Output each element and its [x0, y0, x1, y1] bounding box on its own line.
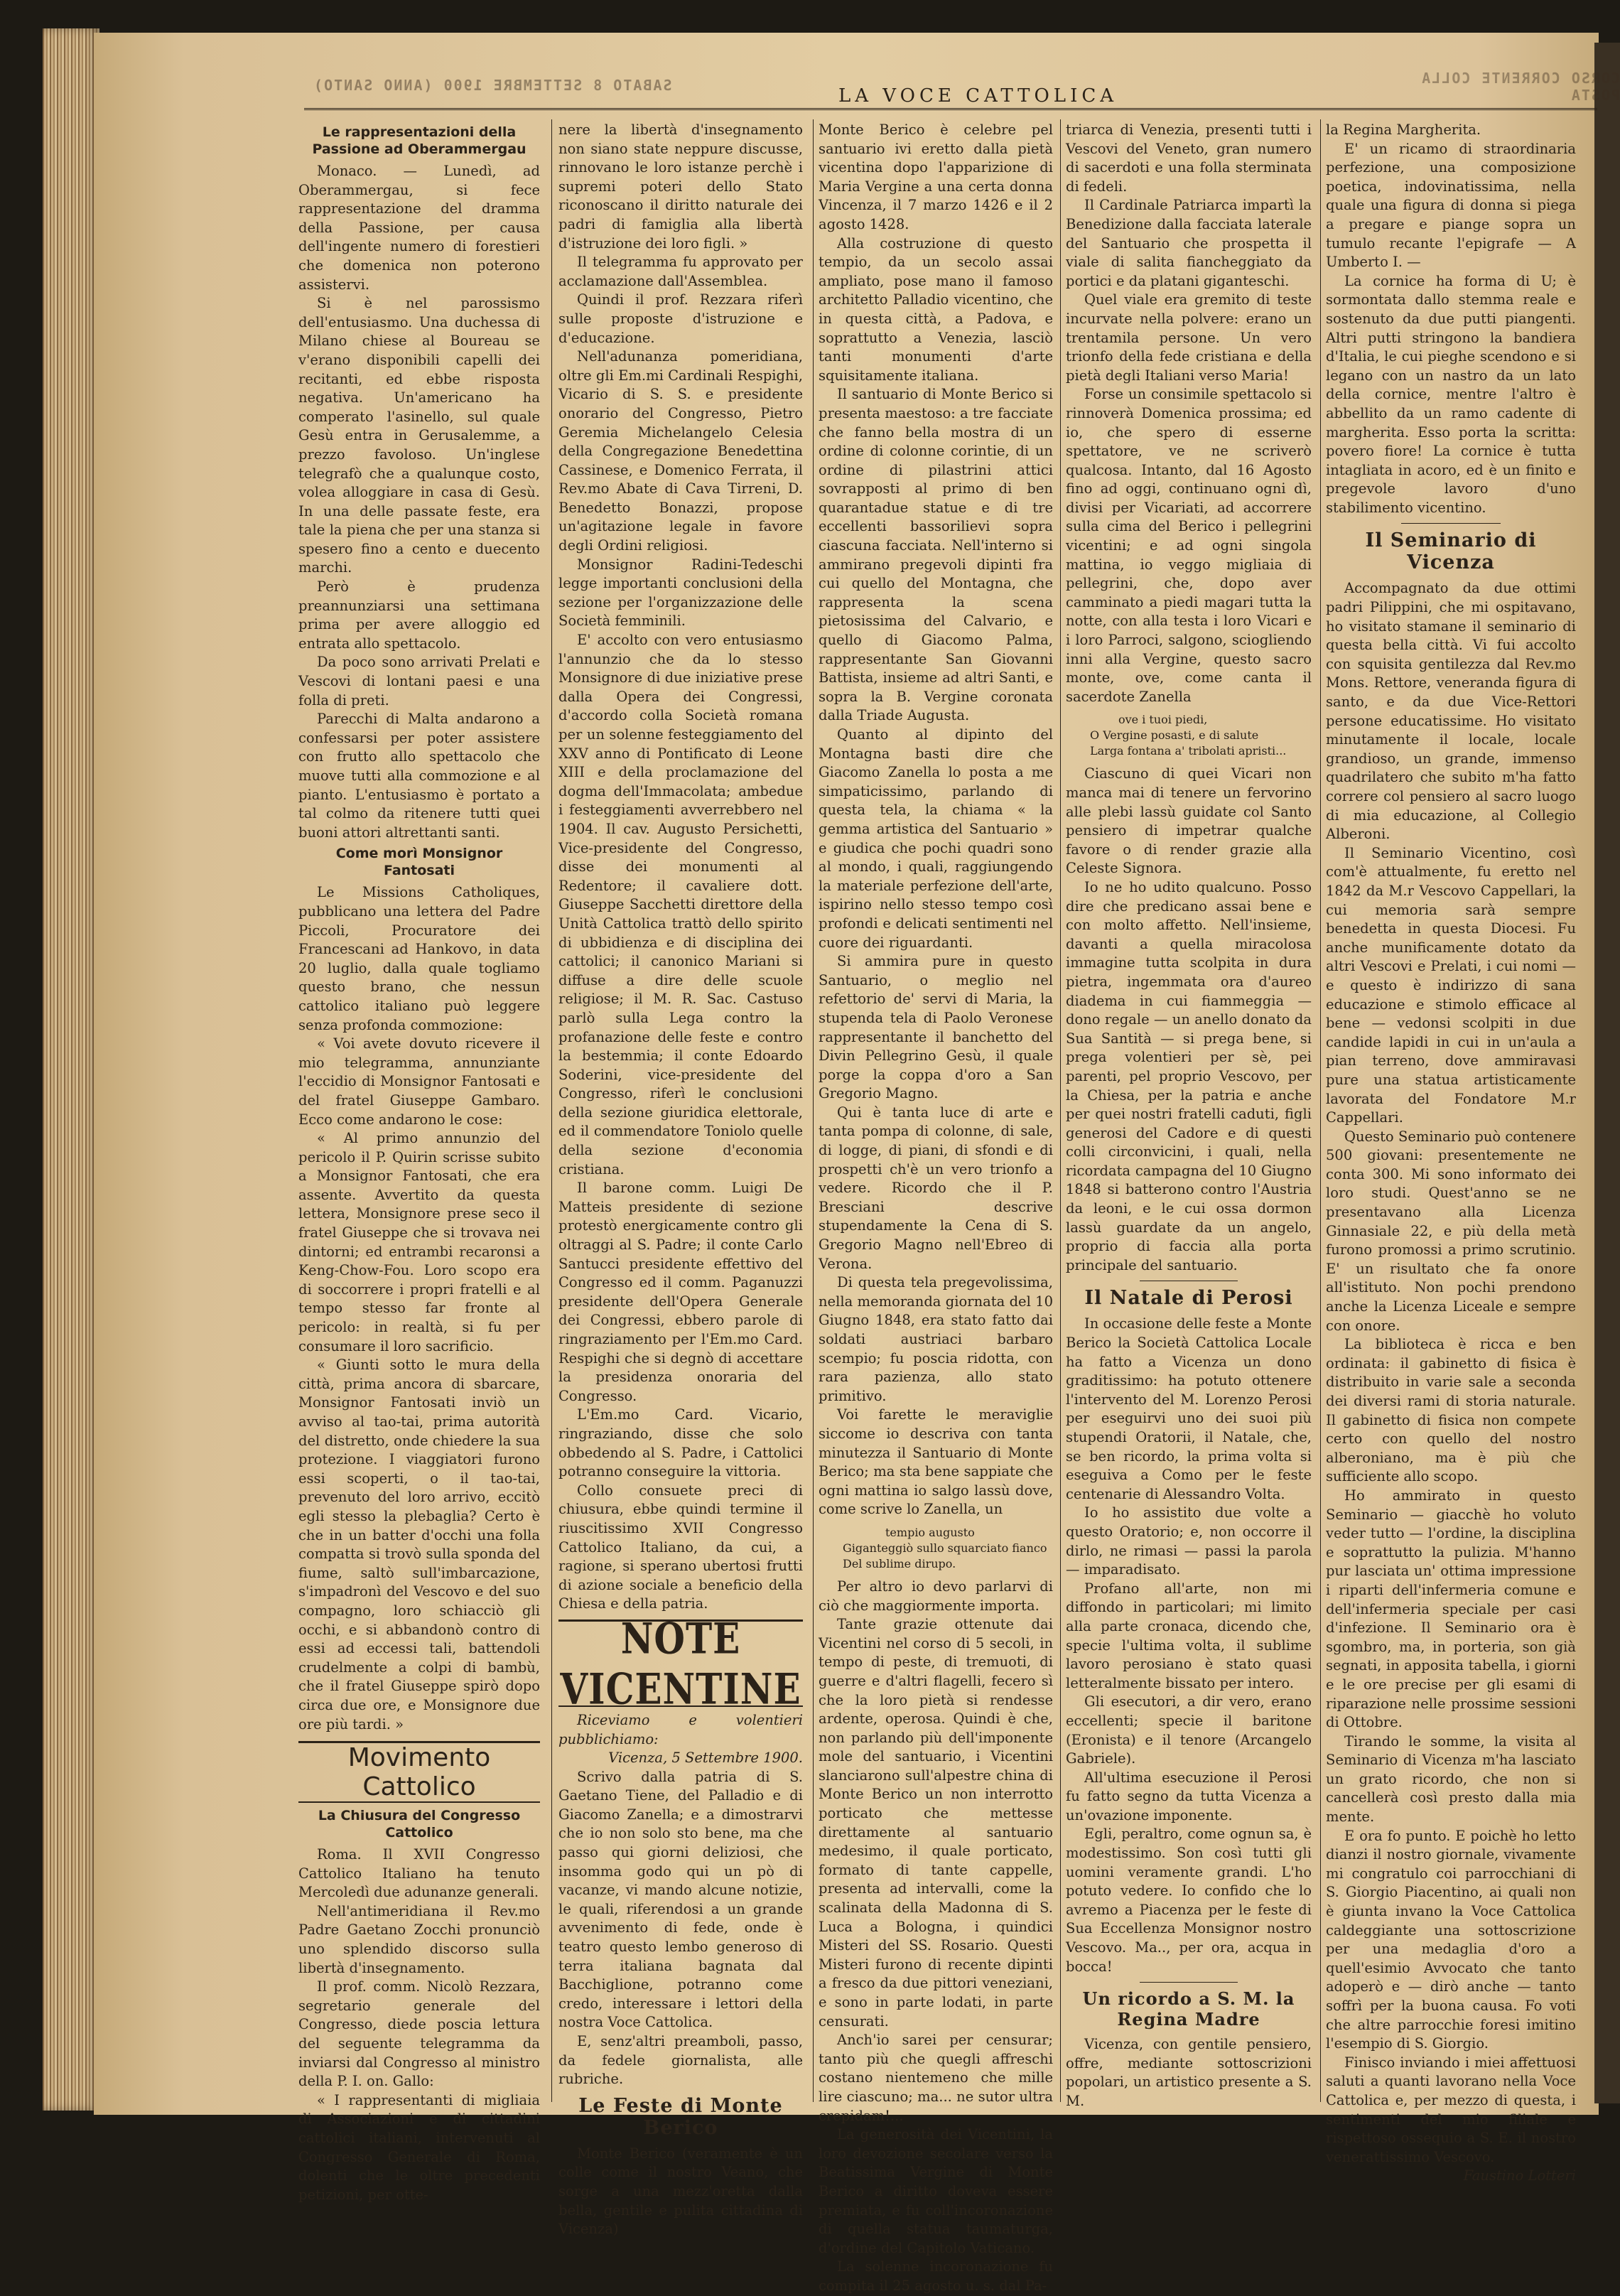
paragraph: Io ne ho udito qualcuno. Posso dire che predicano assai bene e con molto affetto. Nell'insieme, davanti a quella miracolosa immagine tutta scolpita in dura pietra, ingemmata ora d'aureo diadema in cui fiammeggia — dono regale — un anello donato da Sua Santità — si prega bene, si prega volentieri per sè, pei parenti, pel proprio Vescovo, per la Chiesa, per la patria e anche per quei nostri fratelli caduti, figli generosi del Cadore e di questi colli circonvicini, i quali, nella ricordata campagna del 10 Giugno 1848 si batterono contro l'Austria da leoni, e le cui ossa dormon lassù guardate da un angelo, proprio di faccia alla porta principale del santuario. [1066, 878, 1312, 1273]
verse-line: ove i tuoi piedi, [1118, 713, 1208, 727]
verse-line: tempio augusto [885, 1525, 975, 1539]
paragraph: La solenne incoronazione fu compita il 25 agosto u. s. dal Pa- [819, 2258, 1053, 2294]
paragraph: Questo Seminario può contenere 500 giovani: presentemente ne conta 300. Mi sono informato dei loro studi. Quest'anno se ne presentavano alla Licenza Ginnasiale 22, e più della metà furono promossi a primo scrutinio. E' un risultato che fa onore all'istituto. Non pochi prendono anche la Licenza Liceale e sempre con onore. [1326, 1128, 1576, 1334]
paragraph: Alla costruzione di questo tempio, da un secolo assai ampliato, pose mano il famoso architetto Palladio vicentino, che in questa città, a Padova, e soprattutto a Venezia, lasciò tanti monumenti d'arte squisitamente italiana. [819, 235, 1053, 384]
author-signature: Faustino Lotteri [1463, 2167, 1576, 2184]
paragraph: La generosità dei Vicentini, la loro devozione secolare verso la Beatissima Vergine di Monte Berico a diritto doveva essere premiata, e fu coll'incoronazione di quella statua taumaturga, d'ordine del Capitolo Vaticano. [819, 2126, 1053, 2256]
paragraph: Collo consuete preci di chiusura, ebbe quindi termine il riuscitissimo XVII Congresso Cattolico Italiano, da cui, a ragione, si sperano ubertosi frutti di azione sociale a beneficio della Chiesa e della patria. [558, 1482, 803, 1612]
book-spine [43, 28, 99, 2111]
paragraph: Si è nel parossismo dell'entusiasmo. Una duchessa di Milano chiese al Boureau se v'erano disponibili capelli dei recitanti, ed ebbe risposta negativa. Un'americano ha comperato l'asinello, sul quale Gesù entra in Gerusalemme, a prezzo favoloso. Un'inglese telegrafò che a qualunque costo, volea alloggiare in casa di Gesù. In una delle passate feste, era tale la piena che per una stanza si spesero fino a cento e duecento marchi. [298, 295, 540, 576]
paragraph: Voi farette le meraviglie siccome io descriva con tanta minutezza il Santuario di Monte Berico; ma sta bene sappiate che ogni mattina io salgo lassù dove, come scrive lo Zanella, un [819, 1406, 1053, 1518]
paragraph: L'Em.mo Card. Vicario, ringraziando, disse che solo obbedendo al S. Padre, i Cattolici potranno conseguire la vittoria. [558, 1406, 803, 1480]
section-header-box [298, 1741, 540, 1803]
article-title-monte-berico: Le Feste di Monte Berico [578, 2094, 783, 2139]
article-title-seminario: Il Seminario di Vicenza [1365, 529, 1537, 574]
paragraph: Forse un consimile spettacolo si rinnoverà Domenica prossima; ed io, che spero di esserne spettatore, ve ne scriverò qualcosa. Intanto, dal 16 Agosto fino ad oggi, continuano ogni dì, divisi per Vicariati, ad accorrere sulla cima del Berico i pellegrini vicentini; e ad ogni singola mattina, io veggo migliaia di pellegrini, che, dopo aver camminato a piedi magari tutta la notte, con alla testa i loro Vicari e i loro Parroci, salgono, sciogliendo inni alla Vergine, questo sacro monte, ove, come canta il sacerdote Zanella [1066, 386, 1312, 705]
intro-line: Riceviamo e volentieri pubblichiamo: [558, 1711, 803, 1747]
verse-quote [819, 1525, 1053, 1572]
article-title-passione: Le rappresentazioni della Passione ad Oberammergau [312, 124, 526, 157]
paragraph: Finisco inviando i miei affettuosi saluti a quanti lavorano nella Voce Cattolica e, per mezzo di questa, i sentimenti del mio filiale e rispettoso ossequio a S. E. il nostro venerattissimo Vescovo. [1326, 2054, 1576, 2165]
paragraph: Io ho assistito due volte a questo Oratorio; e, non occorre il dirlo, ne rimasi — passi la parola — imparadisato. [1066, 1504, 1312, 1578]
paragraph: E, senz'altri preamboli, passo, da fedele giornalista, alle rubriche. [558, 2033, 803, 2088]
paragraph: Il Seminario Vicentino, così com'è attualmente, fu eretto nel 1842 da M.r Vescovo Cappellari, la cui memoria sarà sempre benedetta in questa Diocesi. Fu anche munificamente dotato da altri Vescovi e Prelati, i cui nomi — e questo è indirizzo di sana educazione e stimolo efficace al bene — vedonsi scolpiti in due candide lapidi in cui in un'aula a pian terreno, dove ammiravasi pure una statua artisticamente lavorata del Fondatore M.r Cappellari. [1326, 844, 1576, 1126]
paragraph: Tirando le somme, la visita al Seminario di Vicenza m'ha lasciato un grato ricordo, che non si cancellerà così presto dalla mia mente. [1326, 1732, 1576, 1826]
article-title-natale-perosi: Il Natale di Perosi [1084, 1287, 1293, 1310]
paragraph: « Voi avete dovuto ricevere il mio telegramma, annunziante l'eccidio di Monsignor Fantosati e del fratel Giuseppe Gambaro. Ecco come andarono le cose: [298, 1035, 540, 1128]
article-title-fantosati: Come morì Monsignor Fantosati [335, 846, 503, 879]
paragraph: Il santuario di Monte Berico si presenta maestoso: a tre facciate che fanno bella mostra di un ordine di colonne corintie, di un ordine di pilastrini attici sovrapposti al primo di ben quarantadue statue e di tre eccellenti bassorilievi sopra ciascuna facciata. Nell'interno si ammirano pregevoli dipinti fra cui quello del Montagna, che rappresenta la scena pietosissima del Calvario, e quello di Giacomo Palma, rappresentante San Giovanni Battista, insieme ad altri Santi, e sopra la B. Vergine coronata dalla Triade Augusta. [819, 386, 1053, 724]
section-header-box [558, 1613, 803, 1714]
paragraph: Monsignor Radini-Tedeschi legge importanti conclusioni della sezione per l'organizzazione delle Società femminili. [558, 556, 803, 630]
paragraph: « Giunti sotto le mura della città, prima ancora di sbarcare, Monsignor Fantosati inviò un avviso al tao-tai, prima autorità del distretto, onde chiedere la sua protezione. I viaggiatori furono essi scoperti, o il tao-tai, prevenuto del loro arrivo, eccitò egli stesso la plebaglia? Certo è che in un batter d'occhi una folla compatta si trovò sulla sponda del fiume, saltò sull'imbarcazione, s'impadronì del Vescovo e del suo compagno, loro schiacciò gli occhi, e si abbandonò contro di essi ad eccessi tali, battendoli crudelmente a colpi di bambù, che il fratel Giuseppe spirò dopo circa due ore, e Monsignore due ore più tardi. » [298, 1357, 540, 1732]
paragraph: Si ammira pure in questo Santuario, o meglio nel refettorio de' servi di Maria, la stupenda tela di Paolo Veronese rappresentante il banchetto del Divin Pellegrino Gesù, il quale porge la coppa d'oro a San Gregorio Magno. [819, 953, 1053, 1102]
paragraph: Le Missions Catholiques, pubblicano una lettera del Padre Piccoli, Procuratore dei Francescani ad Hankovo, in data 20 luglio, dalla quale togliamo questo brano, che nessun cattolico italiano può leggere senza profonda commozione: [298, 884, 540, 1033]
paragraph: Però è prudenza preannunziarsi una settimana prima per avere alloggio ed entrata allo spettacolo. [298, 578, 540, 652]
article-title-ricordo-regina: Un ricordo a S. M. la Regina Madre [1082, 1988, 1295, 2030]
paragraph: Ciascuno di quei Vicari non manca mai di tenere un fervorino alle plebi lassù guidate col Santo pensiero di impetrar qualche favore o di render grazie alla Celeste Signora. [1066, 765, 1312, 877]
paragraph: In occasione delle feste a Monte Berico la Società Cattolica Locale ha fatto a Vicenza un dono graditissimo: ha potuto ottenere l'intervento del M. Lorenzo Perosi per eseguirvi uno dei suoi più stupendi Oratorii, il Natale, che, se ben ricordo, la prima volta si eseguiva a Como per le feste centenarie di Alessandro Volta. [1066, 1315, 1312, 1502]
paragraph: All'ultima esecuzione il Perosi fu fatto segno da tutta Vicenza a un'ovazione imponente. [1066, 1769, 1312, 1823]
paragraph: Monte Berico (veramente è un colle come il nostro Veano, che sorge a una mezz'oretta dalla bella, gentile e pulita cittadina di Vicenza) [558, 2145, 803, 2238]
paragraph: Quel viale era gremito di teste incurvate nella polvere: erano un trentamila persone. Un vero trionfo della fede cristiana e della pietà degli Italiani verso Maria! [1066, 291, 1312, 384]
verse-line: Giganteggiò sullo squarciato fianco [843, 1541, 1047, 1555]
paragraph: la Regina Margherita. [1326, 122, 1481, 138]
column-2 [558, 121, 803, 2239]
column-rule-3 [1060, 119, 1061, 2102]
article-title-congresso: La Chiusura del Congresso Cattolico [318, 1808, 521, 1841]
paragraph: Anch'io sarei per censurar; tanto più che quegli affreschi costano nientemeno che mille lire ciascuno; ma... ne sutor ultra crepidam!... [819, 2032, 1053, 2124]
paragraph: Per altro io devo parlarvi di ciò che maggiormente importa. [819, 1578, 1053, 1614]
paragraph: Tante grazie ottenute dai Vicentini nel corso di 5 secoli, in tempo di peste, di tremuoti, di guerre e d'altri flagelli, fecero sì che la loro pietà si rendesse ardente, operosa. Quindi è che, non parlando più dell'imponente mole del santuario, i Vicentini slanciarono sull'alpestre china di Monte Berico un non interrotto porticato che mettesse direttamente al santuario medesimo, il quale porticato, formato di tante cappelle, presenta ad intervalli, come la scalinata della Madonna di S. Luca a Bologna, i quindici Misteri del SS. Rosario. Questi Misteri furono di recente dipinti a fresco da due pittori veneziani, e sono in parte lodati, in parte censurati. [819, 1616, 1053, 2030]
bleed-through-header-left: SABATO 8 SETTEMBRE 1900 (ANNO SANTO) [313, 77, 672, 94]
paragraph: Nell'adunanza pomeridiana, oltre gli Em.mi Cardinali Respighi, Vicario di S. S. e presidente onorario del Congresso, Pietro Geremia Michelangelo Celesia della Congregazione Benedettina Cassinese, e Domenico Ferrata, il Rev.mo Abate di Cava Tirreni, D. Benedetto Bonazzi, propose un'agitazione legale in favore degli Ordini religiosi. [558, 348, 803, 554]
paragraph: « Al primo annunzio del pericolo il P. Quirin scrisse subito a Monsignor Fantosati, che era assente. Avvertito da questa lettera, Monsignore prese seco il fratel Giuseppe che si trovava nei dintorni; ed entrambi recaronsi a Keng-Chow-Fou. Loro scopo era di soccorrere i propri fratelli e al tempo stesso far fronte al pericolo: in realtà, si fu per consumare il loro sacrificio. [298, 1130, 540, 1354]
paragraph: Il telegramma fu approvato per acclamazione dall'Assemblea. [558, 254, 803, 289]
paragraph: Parecchi di Malta andarono a confessarsi per poter assistere con frutto allo spettacolo che muove tutti alla commozione e al pianto. L'entusiasmo è portato a tal colmo da ritenere tutti quei buoni attori altrettanti santi. [298, 711, 540, 841]
column-rule-4 [1320, 119, 1321, 2102]
paragraph: Profano all'arte, non mi diffondo in particolari; mi limito alla parte cronaca, dicendo che, specie l'ultima volta, il sublime lavoro perosiano è stato quasi letteralmente bissato per intero. [1066, 1580, 1312, 1691]
column-4 [1066, 121, 1312, 2111]
bleed-through-header-right: CORSO CORRENTE COLLA POSTA [1420, 70, 1620, 104]
paragraph: Il Cardinale Patriarca impartì la Benedizione dalla facciata laterale del Santuario che prospetta il viale di salita fiancheggiato da portici e da platani giganteschi. [1066, 197, 1312, 289]
paragraph: E' un ricamo di straordinaria perfezione, una composizione poetica, indovinatissima, nella quale una figura di donna si piega a pregare e piange sopra un tumulo recante l'epigrafe — A Umberto I. — [1326, 140, 1576, 271]
paragraph: Accompagnato da due ottimi padri Pilippini, che mi ospitavano, ho visitato stamane il seminario di questa bella città. Vi fui accolto con squisita gentilezza dal Rev.mo Mons. Rettore, veneranda figura di santo, e da due Vice-Rettori persone educatissime. Ho visitato minutamente il locale, locale grandioso, un grande, immenso quadrilatero che subito m'ha fatto correre col pensiero al sacro luogo di mia educazione, al Collegio Alberoni. [1326, 580, 1576, 843]
header-rule [304, 108, 1597, 110]
paragraph: Monte Berico è celebre pel santuario ivi eretto dalla pietà vicentina dopo l'apparizione di Maria Vergine a una certa donna Vincenza, il 7 marzo 1426 e il 2 agosto 1428. [819, 122, 1053, 232]
verse-line: Larga fontana a' tribolati apristi... [1090, 744, 1287, 758]
paragraph: Da poco sono arrivati Prelati e Vescovi di lontani paesi e una folla di preti. [298, 654, 540, 708]
column-3 [819, 121, 1053, 2296]
paragraph: Scrivo dalla patria di S. Gaetano Tiene, del Palladio e di Giacomo Zanella; e a dimostrarvi che io non solo sto bene, ma che passo qui giorni deliziosi, che insomma godo qui un pò di vacanze, vi mando alcune notizie, le quali, riferendosi a un grande avvenimento di fede, onde è teatro questo lembo generoso di terra italiana bagnata dal Bacchiglione, potranno come credo, interessare i lettori della nostra Voce Cattolica. [558, 1768, 803, 2031]
paragraph: « I rappresentanti di migliaia di Associazioni e di cittadini cattolici italiani, intervenuti al Congresso Generale di Roma, dolenti che le oltre precedenti petizioni, per otte- [298, 2091, 540, 2203]
column-rule-2 [813, 119, 814, 2102]
column-rule-1 [551, 119, 552, 2102]
column-5 [1326, 121, 1576, 2186]
paragraph: Monaco. — Lunedì, ad Oberammergau, si fece rappresentazione del dramma della Passione, per causa dell'ingente numero di forestieri che domenica non poterono assistervi. [298, 163, 540, 293]
paragraph: Quindi il prof. Rezzara riferì sulle proposte d'istruzione e d'educazione. [558, 291, 803, 346]
paragraph: Ho ammirato in questo Seminario — giacchè ho voluto veder tutto — l'ordine, la disciplina e soprattutto la pulizia. M'hanno pur lasciata un' ottima impressione i riparti dell'infermeria comune e dell'infermeria speciale per casi d'infezione. Il Seminario ora è sgombro, ma, in porteria, son già segnati, in apposita tabella, i giorni e le ore precise per gli esami di riparazione nelle prossime sessioni di Ottobre. [1326, 1487, 1576, 1731]
paragraph: Vicenza, con gentile pensiero, offre, mediante sottoscrizioni popolari, un artistico presente a S. M. [1066, 2036, 1312, 2109]
paragraph: Di questa tela pregevolissima, nella memoranda giornata del 10 Giugno 1848, era stato fatto dai soldati austriaci barbaro scempio; fu poscia ridotta, con rara pazienza, allo stato primitivo. [819, 1274, 1053, 1404]
divider [1401, 523, 1501, 524]
paragraph: Egli, peraltro, come ognun sa, è modestissimo. Son così tutti gli uomini veramente grandi. L'ho potuto vedere. Io confido che lo avremo a Piacenza per le feste di Sua Eccellenza Monsignor nostro Vescovo. Ma.., per ora, acqua in bocca! [1066, 1826, 1312, 1975]
column-1 [298, 121, 540, 2204]
paragraph: Il barone comm. Luigi De Matteis presidente di sezione protestò energicamente contro gli oltraggi al S. Padre; il conte Carlo Santucci presidente effettivo del Congresso ed il comm. Paganuzzi presidente dell'Opera Generale dei Congressi, ebbero parole di ringraziamento per l'Em.mo Card. Respighi che si degnò di accettare la presidenza onoraria del Congresso. [558, 1180, 803, 1404]
dateline: Vicenza, 5 Settembre 1900. [608, 1750, 803, 1767]
paragraph: Quanto al dipinto del Montagna basti dire che Giacomo Zanella lo posta a me simpaticissimo, parlando di questa tela, la chiama « la gemma artistica del Santuario » e giudica che pochi quadri sono al mondo, i quali, raggiungendo la materiale perfezione dell'arte, ispirino nello stesso tempo così profondi e delicati sentimenti nel cuore dei riguardanti. [819, 726, 1053, 951]
section-title-note-vicentine: NOTE VICENTINE [560, 1613, 801, 1714]
divider [1140, 1982, 1238, 1983]
paragraph: E' accolto con vero entusiasmo l'annunzio che da lo stesso Monsignore di due iniziative prese dalla Opera dei Congressi, d'accordo colla Società romana per un solenne festeggiamento del XXV anno di Pontificato di Leone XIII e della proclamazione del dogma dell'Immacolata; ambedue i festeggiamenti avverrebbero nel 1904. Il cav. Augusto Persichetti, Vice-presidente del Congresso, disse dei monumenti al Redentore; il cavaliere dott. Giuseppe Sacchetti direttore della Unità Cattolica trattò dello spirito di ubbidienza e di disciplina dei cattolici; il canonico Mariani si diffuse a dire delle scuole religiose; il M. R. Sac. Castuso parlò sulla Lega contro la profanazione delle feste e contro la bestemmia; il conte Edoardo Soderini, vice-presidente del Congresso, riferì le conclusioni della sezione giuridica elettorale, ed il commendatore Toniolo quelle della sezione d'economia cristiana. [558, 632, 803, 1177]
verse-quote [1066, 712, 1312, 759]
verse-line: Del sublime dirupo. [843, 1556, 956, 1570]
paragraph: Qui è tanta luce di arte e tanta pompa di colonne, di sale, di logge, di piani, di sfondi e di prospetti ch'è un vero trionfo a vedere. Ricordo che il P. Bresciani descrive stupendamente la Cena di S. Gregorio Magno nell'Ebreo di Verona. [819, 1104, 1053, 1272]
page-edge-shadow [1594, 43, 1620, 2103]
paragraph: Nell'antimeridiana il Rev.mo Padre Gaetano Zocchi pronunciò uno splendido discorso sulla libertà d'insegnamento. [298, 1902, 540, 1976]
paragraph: E ora fo punto. E poichè ho letto dianzi il nostro giornale, vivamente mi congratulo coi parrocchiani di S. Giorgio Piacentino, ai quali non è giunta invano la Voce Cattolica caldeggiante una sottoscrizione per una medaglia d'oro a quell'esimio Avvocato che tanto adoperò e — dirò anche — tanto soffrì per la buona causa. Fo voti che altre parrocchie foresi imitino l'esempio di S. Giorgio. [1326, 1827, 1576, 2052]
section-title-movimento: Movimento Cattolico [347, 1743, 491, 1802]
paragraph: triarca di Venezia, presenti tutti i Vescovi del Veneto, gran numero di sacerdoti e una folla sterminata di fedeli. [1066, 122, 1312, 195]
paragraph: nere la libertà d'insegnamento non siano state neppure discusse, rinnovano le loro istanze perchè i supremi poteri dello Stato riconoscano il diritto naturale dei padri di famiglia alla libertà d'istruzione dei loro figli. » [558, 122, 803, 252]
paragraph: La cornice ha forma di U; è sormontata dallo stemma reale e sostenuto da due putti piangenti. Altri putti stringono la bandiera d'Italia, le cui pieghe scendono e si legano con un nastro da un lato della cornice, mentre l'altro è abbellito da un ramo cadente di margherita. Esso porta la scritta: povero fiore! La cornice è tutta intagliata in acoro, ed è un finito e pregevole lavoro d'uno stabilimento vicentino. [1326, 272, 1576, 516]
paragraph: La biblioteca è ricca e ben ordinata: il gabinetto di fisica è distribuito in varie sale a seconda dei diversi rami di storia naturale. Il gabinetto di fisica non compete certo con quello del nostro alberoniano, ma è più che sufficiente allo scopo. [1326, 1336, 1576, 1485]
paragraph: Gli esecutori, a dir vero, erano eccellenti; specie il baritone (Eronista) e il tenore (Arcangelo Gabriele). [1066, 1693, 1312, 1767]
paragraph: Roma. Il XVII Congresso Cattolico Italiano ha tenuto Mercoledì due adunanze generali. [298, 1846, 540, 1901]
paragraph: Il prof. comm. Nicolò Rezzara, segretario generale del Congresso, diede poscia lettura del seguente telegramma da inviarsi dal Congresso al ministro della P. I. on. Gallo: [298, 1978, 540, 2090]
verse-line: O Vergine posasti, e di salute [1090, 728, 1259, 743]
masthead-title: LA VOCE CATTOLICA [838, 85, 1118, 107]
